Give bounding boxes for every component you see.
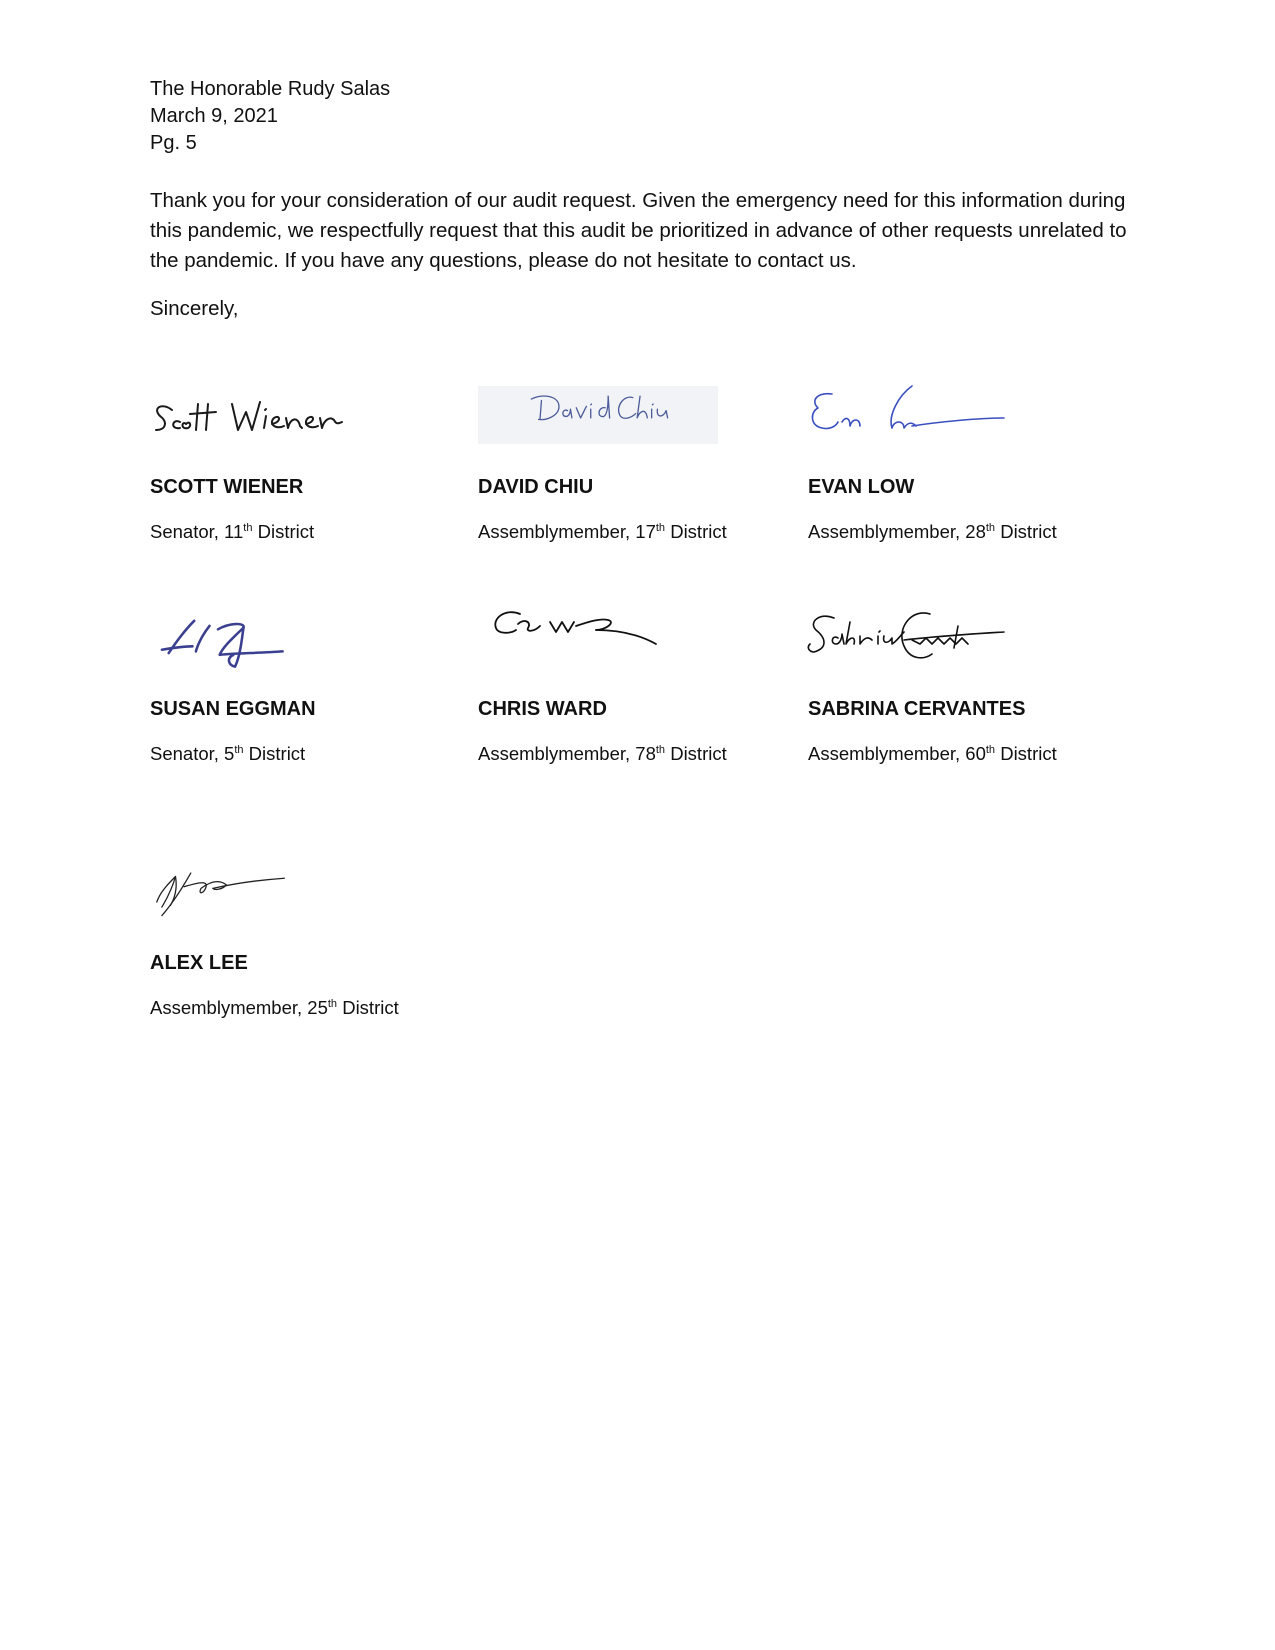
signer-name: SCOTT WIENER	[150, 476, 304, 498]
signature-block-david-chiu	[478, 386, 798, 566]
signer-name: SABRINA CERVANTES	[808, 698, 1026, 720]
recipient-line: The Honorable Rudy Salas	[150, 78, 391, 100]
signature-block-sabrina-cervantes	[808, 608, 1128, 788]
signer-title: Senator, 11th District	[150, 521, 315, 542]
signer-name: CHRIS WARD	[478, 698, 607, 720]
signer-title: Assemblymember, 28th District	[808, 521, 1057, 542]
body-paragraph: Thank you for your consideration of our audit request. Given the emergency need for this information during this pandemic, we respectfully request that this audit be prioritized in advance of other requests unrelated to the pandemic. If you have any questions, please do not hesitate to contact us.	[150, 189, 1127, 272]
signer-title: Assemblymember, 78th District	[478, 743, 727, 764]
signature-sabrina-cervantes	[808, 608, 1008, 688]
signer-title: Assemblymember, 25th District	[150, 997, 399, 1018]
signer-title: Senator, 5th District	[150, 743, 306, 764]
signature-scott-wiener	[150, 386, 350, 466]
signature-alex-lee	[150, 862, 320, 942]
signer-title: Assemblymember, 60th District	[808, 743, 1057, 764]
signature-block-alex-lee	[150, 862, 470, 1042]
signature-evan-low	[808, 386, 1008, 466]
date-line: March 9, 2021	[150, 105, 278, 127]
page-number: Pg. 5	[150, 132, 197, 154]
signature-block-scott-wiener	[150, 386, 470, 566]
signature-block-chris-ward	[478, 608, 798, 788]
signer-name: SUSAN EGGMAN	[150, 698, 316, 720]
signature-david-chiu	[478, 386, 718, 444]
signature-block-evan-low	[808, 386, 1128, 566]
signer-name: ALEX LEE	[150, 952, 248, 974]
signature-chris-ward	[478, 608, 678, 688]
closing-salutation: Sincerely,	[150, 297, 239, 320]
signature-block-susan-eggman	[150, 608, 470, 788]
signer-name: DAVID CHIU	[478, 476, 594, 498]
signature-susan-eggman	[150, 608, 320, 688]
signer-name: EVAN LOW	[808, 476, 915, 498]
signer-title: Assemblymember, 17th District	[478, 521, 727, 542]
